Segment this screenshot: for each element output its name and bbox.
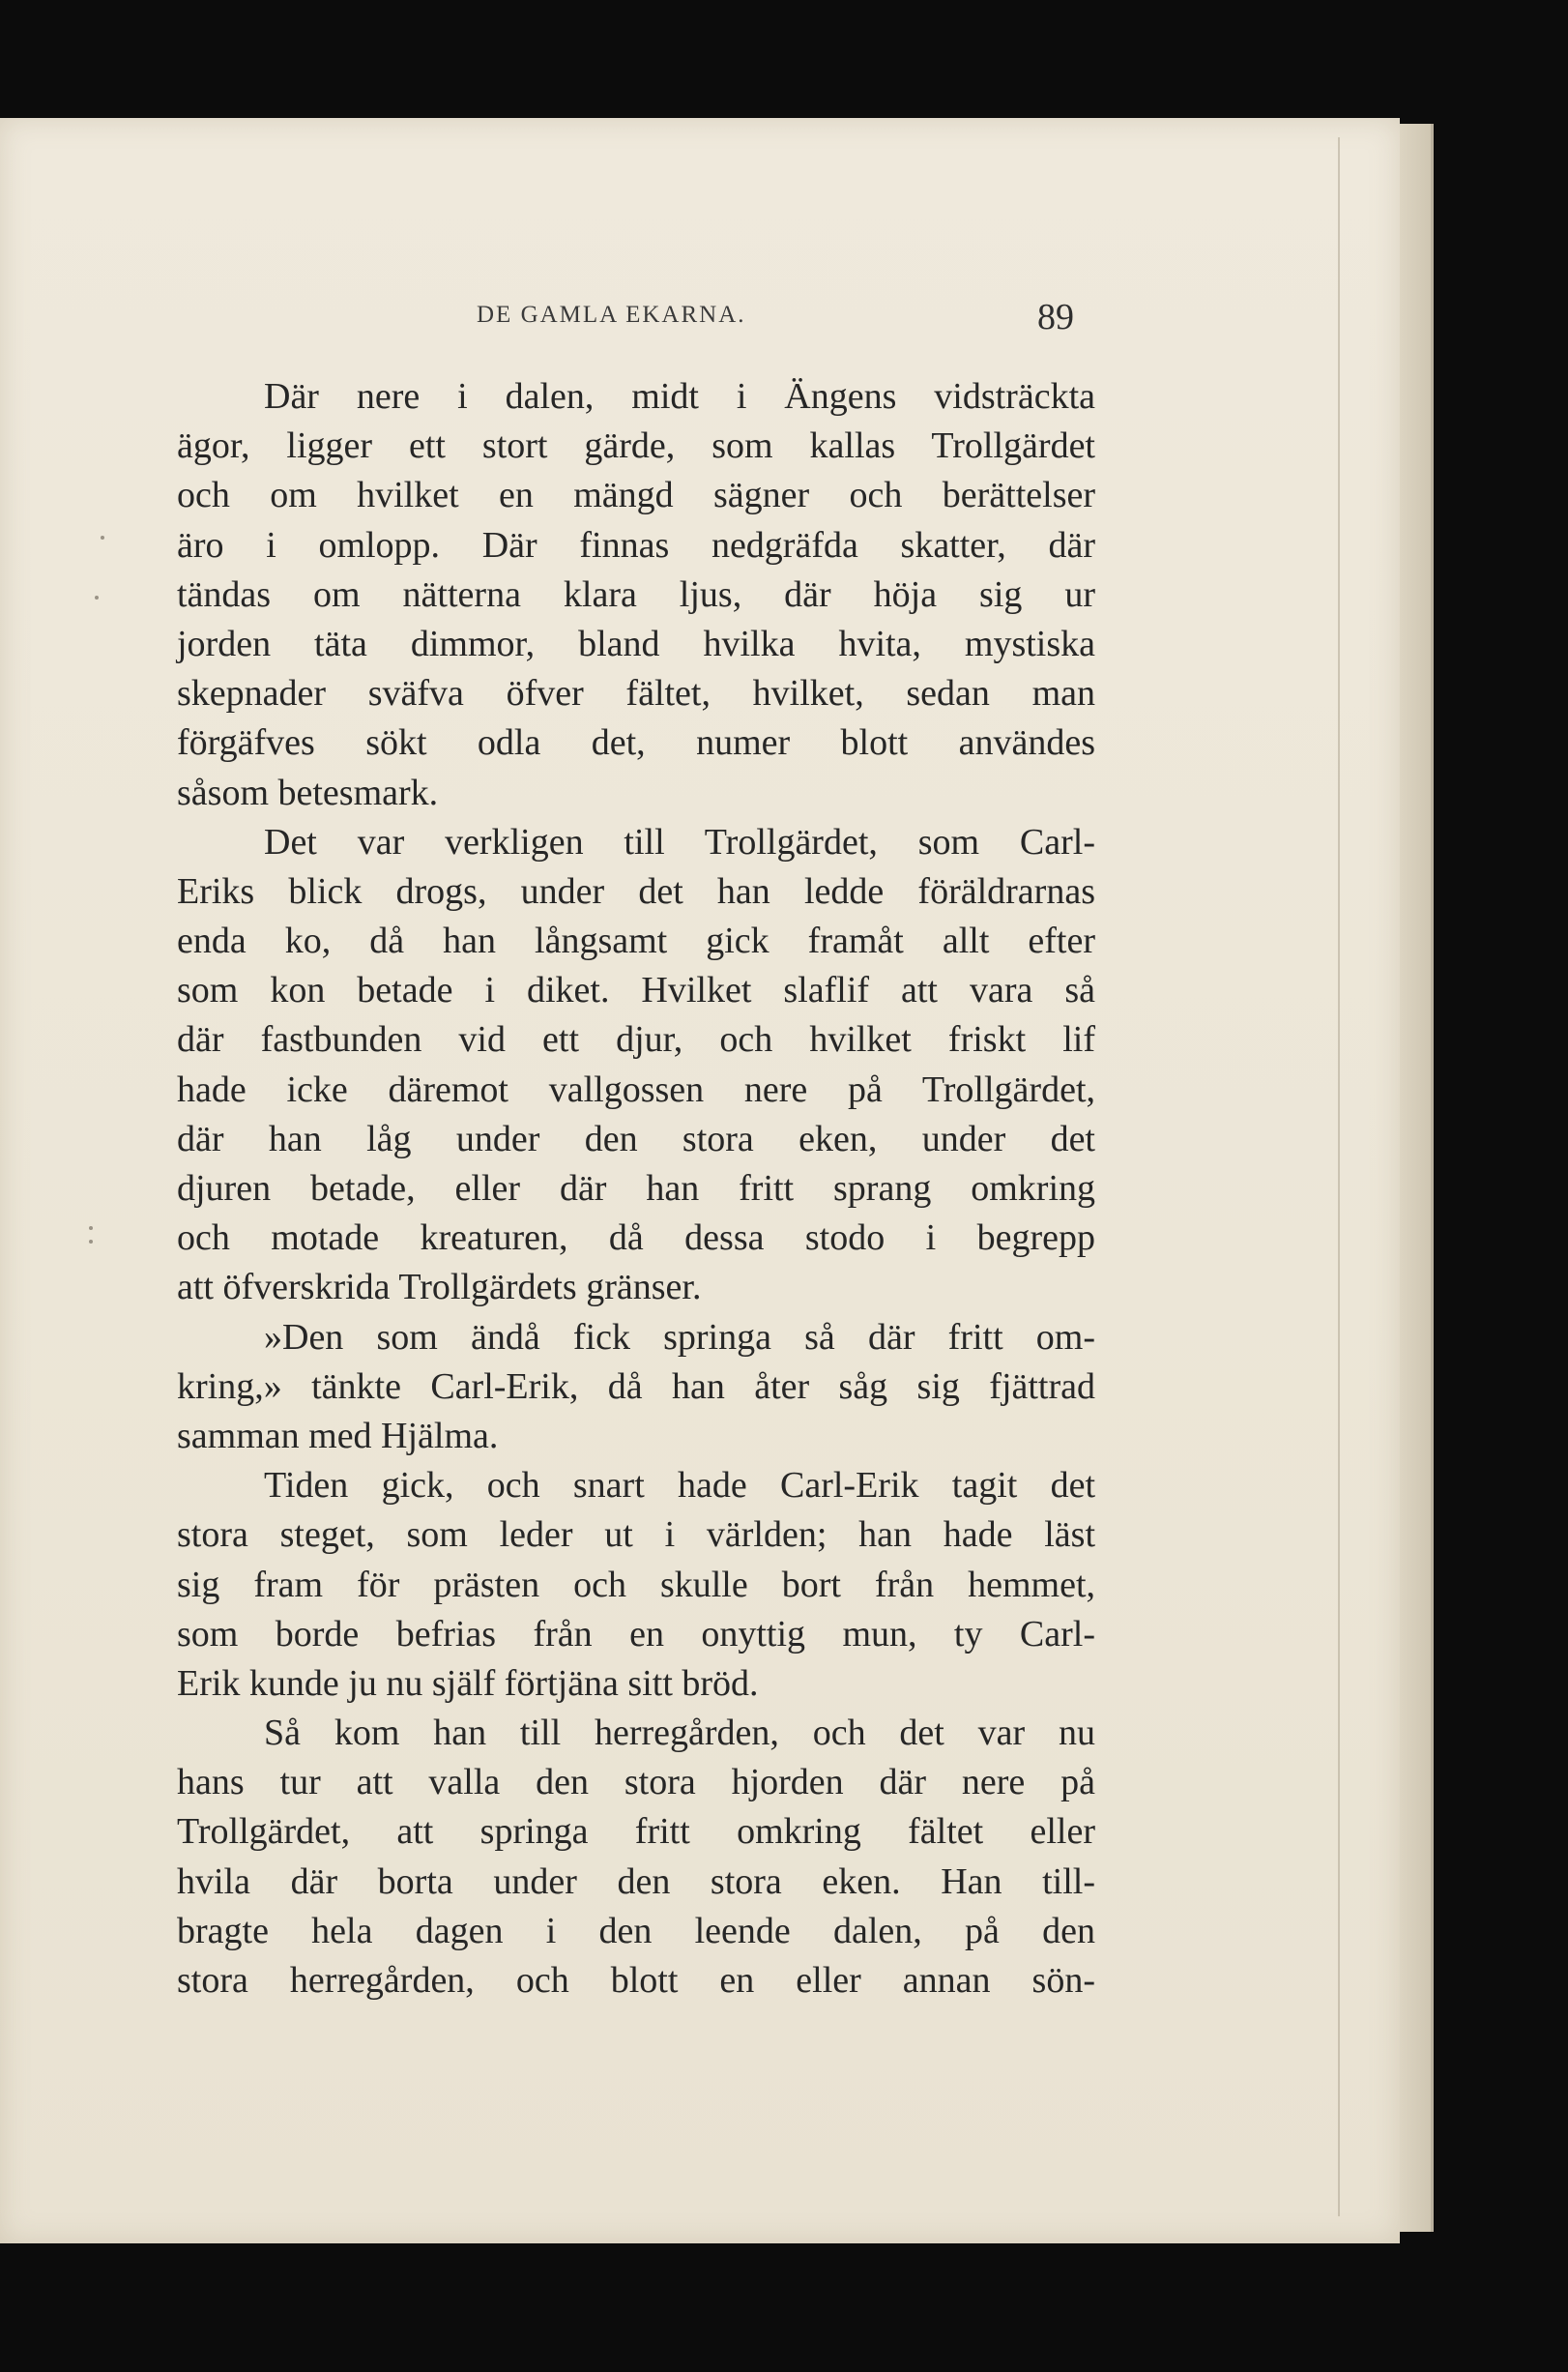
running-head-title: DE GAMLA EKARNA. (477, 302, 746, 328)
text-line: sig fram för prästen och skulle bort från hemmet, (177, 1564, 1095, 1605)
text-line: där han låg under den stora eken, under det (177, 1118, 1095, 1159)
text-line: och om hvilket en mängd sägner och berättelser (177, 475, 1095, 516)
text-line: stora steget, som leder ut i världen; han hade läst (177, 1514, 1095, 1556)
text-line: Erik kunde ju nu själf förtjäna sitt bröd. (177, 1662, 759, 1704)
text-line: enda ko, då han långsamt gick framåt allt efter (177, 921, 1095, 962)
text-line: som kon betade i diket. Hvilket slaflif att vara så (177, 970, 1095, 1011)
text-line: hade icke däremot vallgossen nere på Trollgärdet, (177, 1069, 1095, 1110)
text-line: Så kom han till herregården, och det var nu (264, 1713, 1095, 1754)
text-line: äro i omlopp. Där finnas nedgräfda skatter, där (177, 524, 1095, 566)
text-line: Trollgärdet, att springa fritt omkring fältet eller (177, 1811, 1095, 1853)
text-line: djuren betade, eller där han fritt sprang omkring (177, 1168, 1095, 1209)
text-line: och motade kreaturen, då dessa stodo i begrepp (177, 1217, 1095, 1259)
text-line: hvila där borta under den stora eken. Han till- (177, 1860, 1095, 1902)
text-line: Eriks blick drogs, under det han ledde föräldrarnas (177, 870, 1095, 912)
text-line: förgäfves sökt odla det, numer blott användes (177, 722, 1095, 764)
text-line: att öfverskrida Trollgärdets gränser. (177, 1267, 702, 1308)
page-number: 89 (1037, 297, 1074, 337)
text-line: Tiden gick, och snart hade Carl-Erik tagit det (264, 1465, 1095, 1507)
text-line: jorden täta dimmor, bland hvilka hvita, mystiska (177, 623, 1095, 664)
text-line: hans tur att valla den stora hjorden där nere på (177, 1762, 1095, 1803)
text-line: stora herregården, och blott en eller annan sön- (177, 1960, 1095, 2001)
text-line: samman med Hjälma. (177, 1415, 499, 1456)
text-line: bragte hela dagen i den leende dalen, på den (177, 1910, 1095, 1951)
running-head (0, 297, 1568, 340)
text-line: som borde befrias från en onyttig mun, ty Carl- (177, 1613, 1095, 1655)
text-line: »Den som ändå fick springa så där fritt om- (264, 1316, 1095, 1358)
body-text (177, 372, 1095, 2006)
text-line: kring,» tänkte Carl-Erik, då han åter såg sig fjättrad (177, 1365, 1095, 1407)
text-line: såsom betesmark. (177, 772, 439, 813)
text-line: tändas om nätterna klara ljus, där höja sig ur (177, 573, 1095, 615)
text-line: Där nere i dalen, midt i Ängens vidsträckta (264, 376, 1095, 417)
text-line: där fastbunden vid ett djur, och hvilket friskt lif (177, 1019, 1095, 1061)
text-line: Det var verkligen till Trollgärdet, som Carl- (264, 821, 1095, 863)
text-line: skepnader sväfva öfver fältet, hvilket, sedan man (177, 673, 1095, 715)
text-line: ägor, ligger ett stort gärde, som kallas Trollgärdet (177, 425, 1095, 467)
